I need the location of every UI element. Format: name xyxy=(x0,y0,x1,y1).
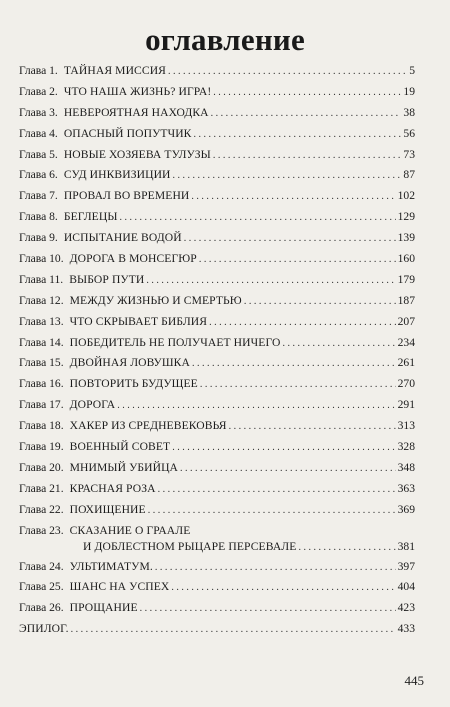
chapter-title: ПОХИЩЕНИЕ xyxy=(69,502,146,516)
chapter-label: Глава 8. xyxy=(19,210,58,224)
chapter-label: Глава 14. xyxy=(19,335,64,349)
chapter-title: БЕГЛЕЦЫ xyxy=(63,210,118,224)
chapter-label: Глава 11. xyxy=(19,272,64,286)
dot-leader xyxy=(155,561,396,575)
dot-leader xyxy=(229,420,396,434)
chapter-page: 270 xyxy=(397,377,415,391)
toc-entry xyxy=(19,85,415,106)
chapter-page: 160 xyxy=(397,252,415,266)
dot-leader xyxy=(191,190,395,204)
toc-entry xyxy=(19,580,415,601)
dot-leader xyxy=(140,602,396,616)
chapter-title: ДОРОГА В МОНСЕГЮР xyxy=(69,252,197,266)
chapter-label: Глава 18. xyxy=(19,419,64,433)
chapter-page: 404 xyxy=(397,580,415,594)
chapter-page: 56 xyxy=(403,126,415,140)
toc-entry xyxy=(19,148,415,169)
chapter-page: 348 xyxy=(397,460,415,474)
dot-leader xyxy=(171,581,395,595)
chapter-title: ХАКЕР ИЗ СРЕДНЕВЕКОВЬЯ xyxy=(69,419,227,433)
dot-leader xyxy=(282,337,395,351)
chapter-title: ТАЙНАЯ МИССИЯ xyxy=(63,64,167,77)
dot-leader xyxy=(211,107,402,121)
dot-leader xyxy=(168,65,407,79)
chapter-page: 363 xyxy=(397,481,415,495)
toc-entry xyxy=(19,524,415,560)
chapter-title-line2: И ДОБЛЕСТНОМ РЫЦАРЕ ПЕРСЕВАЛЕ xyxy=(83,539,297,553)
chapter-title: ПОБЕДИТЕЛЬ НЕ ПОЛУЧАЕТ НИЧЕГО xyxy=(69,335,281,349)
chapter-page: 291 xyxy=(397,398,415,412)
chapter-label: Глава 24. xyxy=(19,559,64,573)
chapter-title: ПОВТОРИТЬ БУДУЩЕЕ xyxy=(69,377,198,391)
dot-leader xyxy=(184,232,396,246)
dot-leader xyxy=(158,483,396,497)
dot-leader xyxy=(120,211,396,225)
dot-leader xyxy=(180,462,396,476)
chapter-page: 381 xyxy=(397,539,415,553)
chapter-page: 423 xyxy=(397,601,415,615)
toc-entry xyxy=(19,377,415,398)
chapter-title: ДВОЙНАЯ ЛОВУШКА xyxy=(69,356,190,370)
chapter-label: Глава 9. xyxy=(19,231,58,245)
chapter-page: 139 xyxy=(397,231,415,245)
dot-leader xyxy=(117,399,395,413)
chapter-page: 19 xyxy=(403,84,415,98)
chapter-label: Глава 12. xyxy=(19,293,64,307)
dot-leader xyxy=(244,295,396,309)
chapter-label: Глава 23. xyxy=(19,523,64,537)
chapter-page: 38 xyxy=(403,105,415,119)
chapter-label: Глава 17. xyxy=(19,398,64,412)
chapter-page: 87 xyxy=(403,168,415,182)
dot-leader xyxy=(213,149,402,163)
toc-entry xyxy=(19,356,415,377)
dot-leader xyxy=(146,274,395,288)
chapter-title: НОВЫЕ ХОЗЯЕВА ТУЛУЗЫ xyxy=(63,147,211,161)
toc-entry xyxy=(19,336,415,357)
chapter-label: Глава 19. xyxy=(19,440,64,454)
chapter-title: МЕЖДУ ЖИЗНЬЮ И СМЕРТЬЮ xyxy=(69,293,242,307)
chapter-title: ЧТО НАША ЖИЗНЬ? ИГРА! xyxy=(63,84,212,98)
toc-entry xyxy=(19,461,415,482)
chapter-title: ОПАСНЫЙ ПОПУТЧИК xyxy=(63,126,192,140)
toc-entry xyxy=(19,482,415,503)
dot-leader xyxy=(148,504,396,518)
toc-entry xyxy=(19,252,415,273)
dot-leader xyxy=(199,253,396,267)
dot-leader xyxy=(71,623,396,637)
dot-leader xyxy=(172,441,395,455)
toc-entry xyxy=(19,273,415,294)
toc-entry xyxy=(19,210,415,231)
chapter-page: 313 xyxy=(397,419,415,433)
chapter-label: Глава 16. xyxy=(19,377,64,391)
chapter-title: ИСПЫТАНИЕ ВОДОЙ xyxy=(63,231,182,245)
toc-entry xyxy=(19,622,415,643)
chapter-title: ДОРОГА xyxy=(69,398,116,412)
chapter-page: 328 xyxy=(397,440,415,454)
chapter-title: ПРОЩАНИЕ xyxy=(69,601,138,615)
chapter-title: ЧТО СКРЫВАЕТ БИБЛИЯ xyxy=(69,314,208,328)
dot-leader xyxy=(173,169,402,183)
dot-leader xyxy=(209,316,396,330)
chapter-label: Глава 4. xyxy=(19,126,58,140)
chapter-title: НЕВЕРОЯТНАЯ НАХОДКА xyxy=(63,105,209,119)
chapter-label: Глава 1. xyxy=(19,64,58,77)
toc-entry xyxy=(19,294,415,315)
chapter-title: МНИМЫЙ УБИЙЦА xyxy=(69,460,179,474)
toc-entry xyxy=(19,560,415,581)
chapter-title: ЭПИЛОГ. xyxy=(19,622,69,636)
chapter-label: Глава 21. xyxy=(19,481,64,495)
chapter-label: Глава 25. xyxy=(19,580,64,594)
dot-leader xyxy=(194,128,402,142)
chapter-label: Глава 22. xyxy=(19,502,64,516)
chapter-label: Глава 20. xyxy=(19,460,64,474)
chapter-page: 179 xyxy=(397,272,415,286)
chapter-page: 369 xyxy=(397,502,415,516)
toc-entry xyxy=(19,127,415,148)
table-of-contents xyxy=(19,64,415,643)
chapter-page: 129 xyxy=(397,210,415,224)
page-title: оглавление xyxy=(145,22,305,57)
toc-entry xyxy=(19,106,415,127)
chapter-title: СУД ИНКВИЗИЦИИ xyxy=(63,168,171,182)
toc-entry xyxy=(19,440,415,461)
chapter-page: 5 xyxy=(409,64,415,77)
chapter-title: ВЫБОР ПУТИ xyxy=(69,272,145,286)
dot-leader xyxy=(200,378,396,392)
chapter-title-line1: СКАЗАНИЕ О ГРААЛЕ xyxy=(69,523,191,537)
chapter-label: Глава 6. xyxy=(19,168,58,182)
toc-entry xyxy=(19,168,415,189)
chapter-title: КРАСНАЯ РОЗА xyxy=(69,481,156,495)
chapter-page: 397 xyxy=(397,559,415,573)
chapter-label: Глава 2. xyxy=(19,84,58,98)
chapter-page: 102 xyxy=(397,189,415,203)
toc-entry xyxy=(19,398,415,419)
chapter-label: Глава 5. xyxy=(19,147,58,161)
chapter-page: 187 xyxy=(397,293,415,307)
toc-entry xyxy=(19,189,415,210)
toc-entry xyxy=(19,64,415,85)
chapter-title: ВОЕННЫЙ СОВЕТ xyxy=(69,440,171,454)
chapter-title: ШАНС НА УСПЕХ xyxy=(69,580,170,594)
chapter-page: 261 xyxy=(397,356,415,370)
chapter-label: Глава 15. xyxy=(19,356,64,370)
dot-leader xyxy=(192,357,396,371)
chapter-label: Глава 7. xyxy=(19,189,58,203)
chapter-page: 207 xyxy=(397,314,415,328)
chapter-label: Глава 13. xyxy=(19,314,64,328)
chapter-label: Глава 10. xyxy=(19,252,64,266)
chapter-page: 433 xyxy=(397,622,415,636)
toc-entry xyxy=(19,231,415,252)
chapter-label: Глава 3. xyxy=(19,105,58,119)
dot-leader xyxy=(213,86,401,100)
toc-entry xyxy=(19,601,415,622)
page-number: 445 xyxy=(404,673,424,688)
chapter-label: Глава 26. xyxy=(19,601,64,615)
dot-leader xyxy=(298,541,395,555)
chapter-title: ПРОВАЛ ВО ВРЕМЕНИ xyxy=(63,189,190,203)
toc-entry xyxy=(19,503,415,524)
toc-entry xyxy=(19,419,415,440)
chapter-page: 234 xyxy=(397,335,415,349)
chapter-page: 73 xyxy=(403,147,415,161)
chapter-title: УЛЬТИМАТУМ. xyxy=(69,559,153,573)
toc-entry xyxy=(19,315,415,336)
